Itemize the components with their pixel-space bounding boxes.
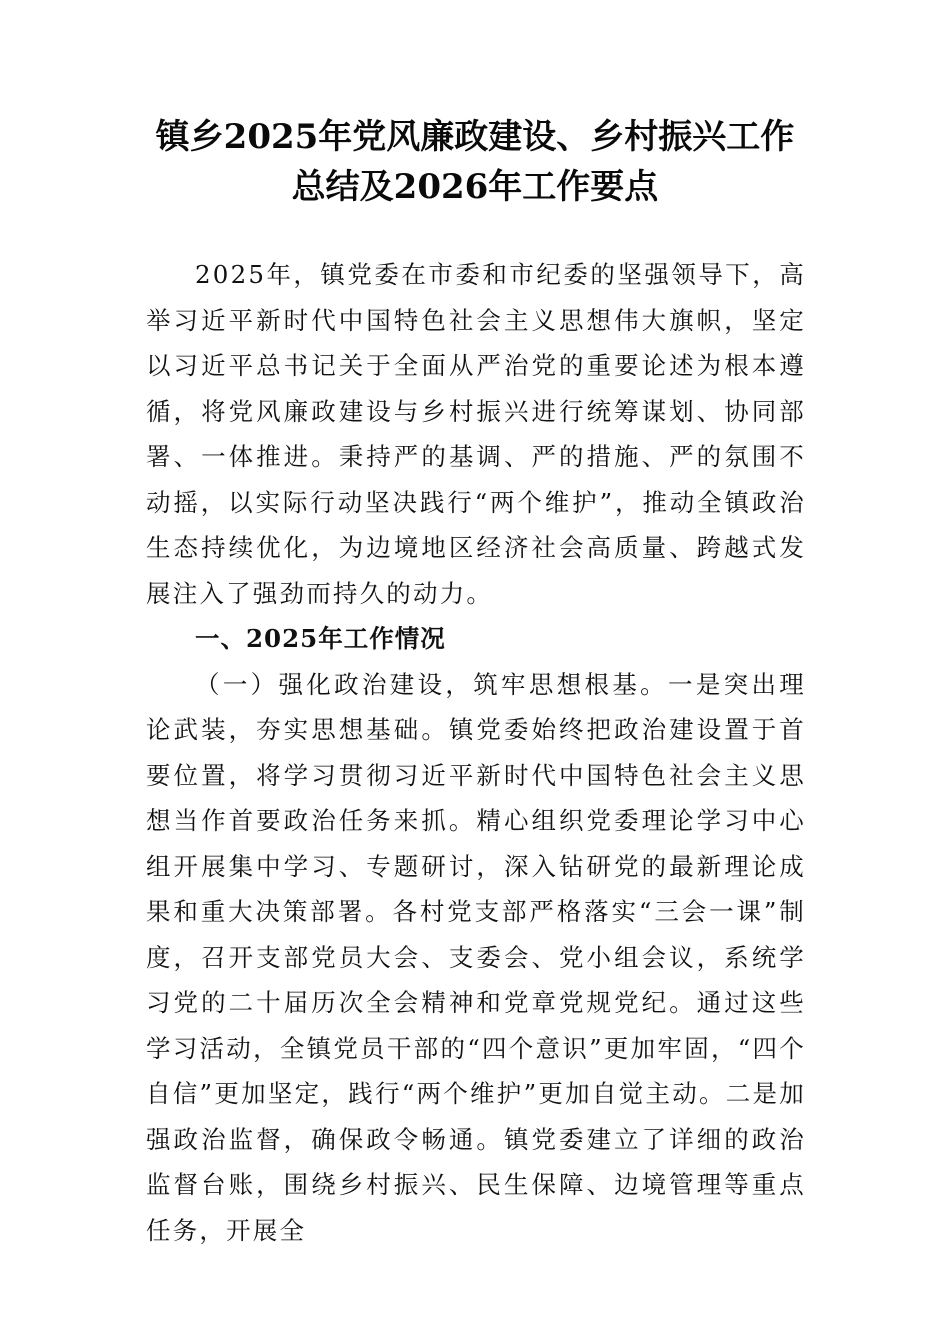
title-line-1: 镇乡2025年党风廉政建设、乡村振兴工作 [155, 117, 795, 157]
title-line-2: 总结及2026年工作要点 [291, 167, 659, 207]
intro-paragraph: 2025年，镇党委在市委和市纪委的坚强领导下，高举习近平新时代中国特色社会主义思想伟大旗帜，坚定以习近平总书记关于全面从严治党的重要论述为根本遵循，将党风廉政建设与乡村振兴进行统筹谋划、协同部署、一体推进。秉持严的基调、严的措施、严的氛围不动摇，以实际行动坚决践行“两个维护”，推动全镇政治生态持续优化，为边境地区经济社会高质量、跨越式发展注入了强劲而持久的动力。 [146, 260, 806, 608]
document-title [100, 112, 850, 212]
section-heading: 一、2025年工作情况 [195, 624, 446, 653]
body-paragraph: （一）强化政治建设，筑牢思想根基。一是突出理论武装，夯实思想基础。镇党委始终把政治建设置于首要位置，将学习贯彻习近平新时代中国特色社会主义思想当作首要政治任务来抓。精心组织党委理论学习中心组开展集中学习、专题研讨，深入钻研党的最新理论成果和重大决策部署。各村党支部严格落实“三会一课”制度，召开支部党员大会、支委会、党小组会议，系统学习党的二十届历次全会精神和党章党规党纪。通过这些学习活动，全镇党员干部的“四个意识”更加牢固，“四个自信”更加坚定，践行“两个维护”更加自觉主动。二是加强政治监督，确保政令畅通。镇党委建立了详细的政治监督台账，围绕乡村振兴、民生保障、边境管理等重点任务，开展全 [146, 669, 806, 1245]
document-body [146, 252, 806, 1253]
